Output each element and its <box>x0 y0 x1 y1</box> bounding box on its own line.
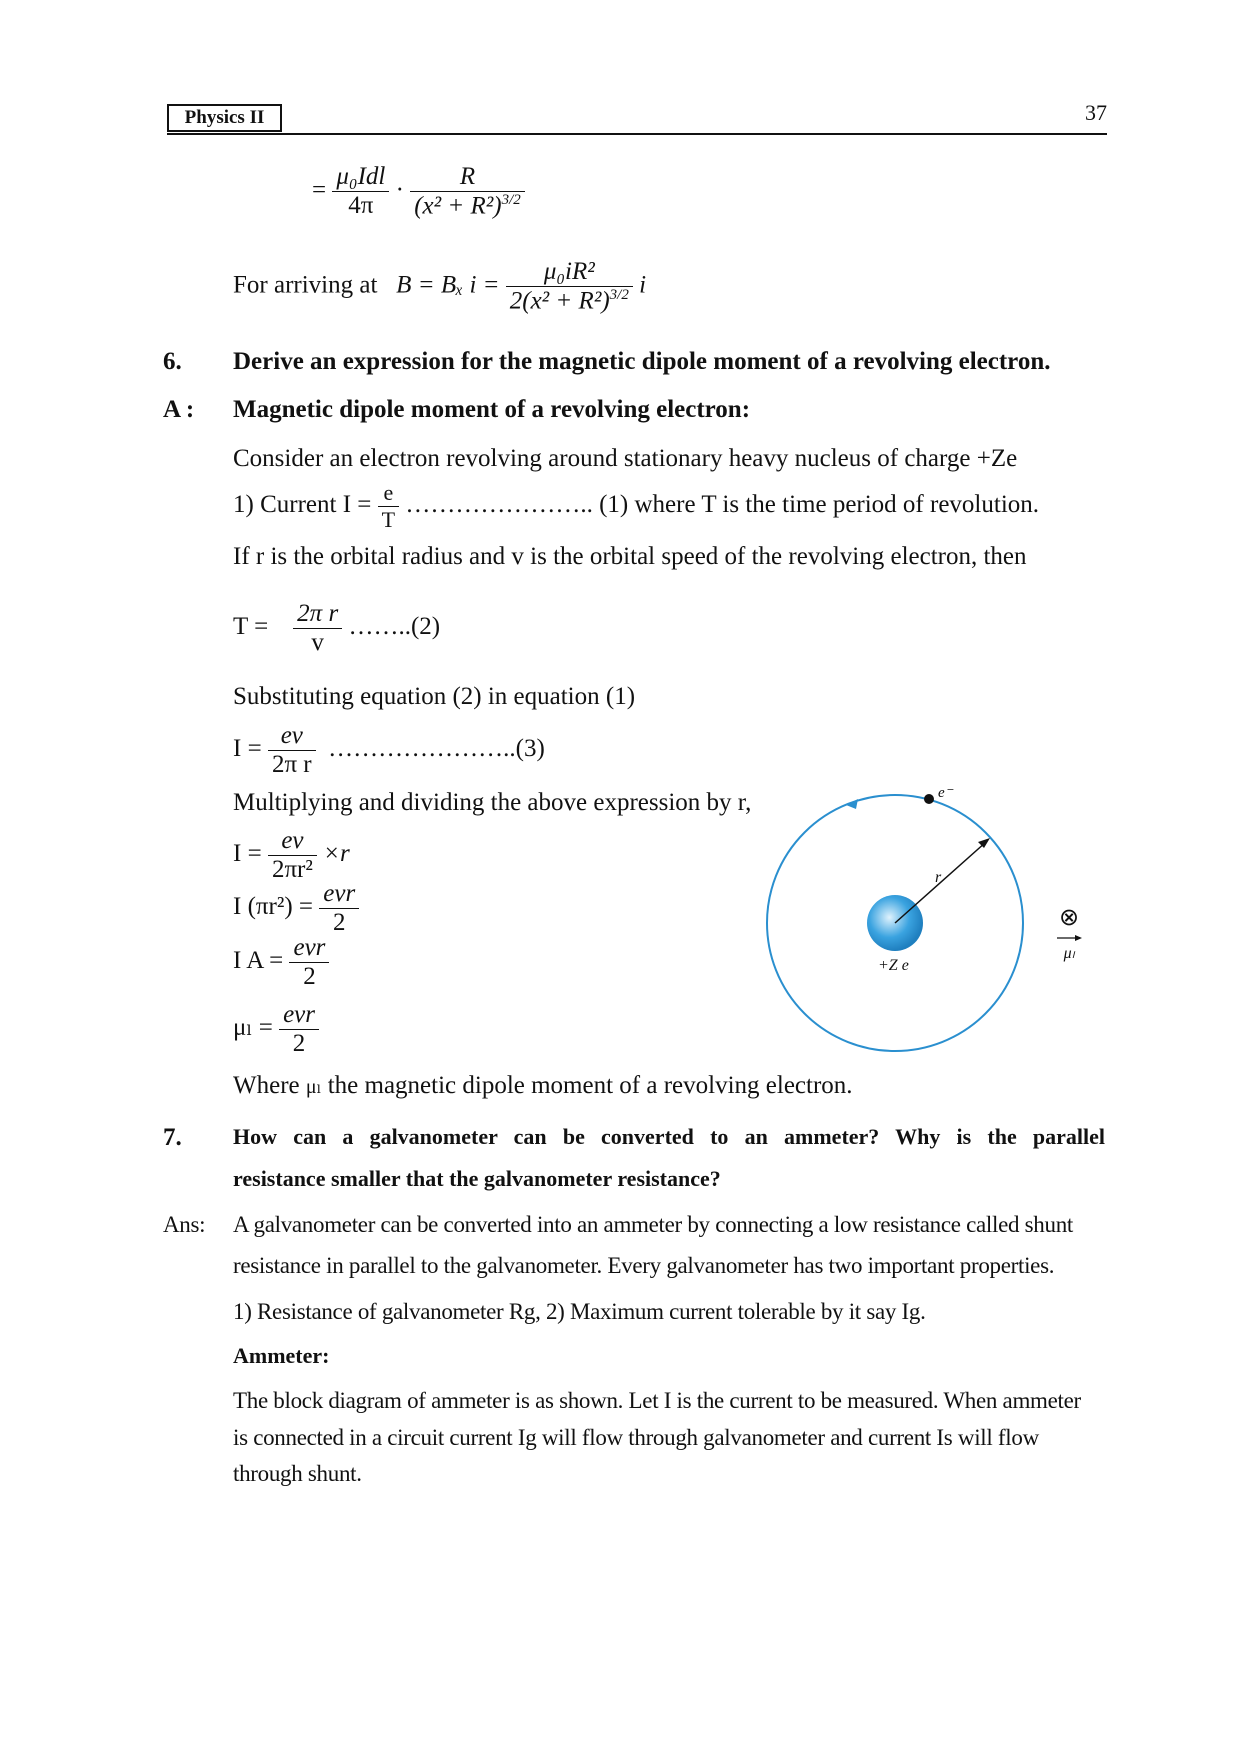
a6-I6-eq <box>233 934 329 991</box>
a6-I3-frac <box>268 722 316 779</box>
a6-current-prefix: 1) Current I = <box>233 491 372 519</box>
a6-where-prefix: Where <box>233 1072 300 1099</box>
eq-top-num2: R <box>459 163 476 190</box>
a6-current-line <box>233 480 1039 533</box>
page-number: 37 <box>1085 100 1107 125</box>
electron-dot <box>924 794 934 804</box>
eq-top-num1: μ₀Idl <box>336 163 386 191</box>
a6-T-num: 2π r <box>297 600 339 627</box>
nucleus-label: +Z e <box>878 957 909 974</box>
a6-I3-lhs: I = <box>233 735 262 763</box>
a6-I3-den: 2π r <box>268 750 316 779</box>
eq-top-den1: 4π <box>332 191 389 220</box>
a6-current-suffix: ………………….. (1) where T is the time period of revolution. <box>405 491 1040 519</box>
a7-para1: The block diagram of ammeter is as shown. Let I is the current to be measured. When ammeter <box>233 1388 1081 1413</box>
a6-I5-den: 2 <box>319 908 359 937</box>
a6-where-line <box>233 1072 853 1100</box>
a6-current-num: e <box>383 480 394 505</box>
header-title: Physics II <box>167 104 282 132</box>
electron-orbit-diagram <box>760 780 1090 1070</box>
a6-I5-frac <box>319 880 359 937</box>
a7-label: Ans: <box>163 1212 206 1237</box>
a6-heading: Magnetic dipole moment of a revolving electron: <box>233 396 751 423</box>
a6-I5-eq <box>233 880 359 937</box>
a6-mu-frac <box>279 1001 319 1058</box>
a6-I4-lhs: I = <box>233 840 262 868</box>
q7-line1: How can a galvanometer can be converted to an ammeter? Why is the parallel <box>233 1124 1105 1149</box>
a6-T-eq <box>233 600 440 657</box>
a6-I4-suffix: ×r <box>323 840 350 868</box>
q6-number: 6. <box>163 348 182 375</box>
a6-I4-den: 2πr² <box>268 855 317 884</box>
into-page-icon: ⊗ <box>1058 903 1080 931</box>
a6-where-suffix: the magnetic dipole moment of a revolving electron. <box>327 1072 853 1099</box>
a6-T-lhs: T = <box>233 613 269 641</box>
a6-T-suffix: ……..(2) <box>348 613 441 641</box>
arriving-num: μ₀iR² <box>543 258 595 285</box>
header-rule <box>167 133 1107 135</box>
arriving-line <box>233 258 646 315</box>
arriving-tail: i <box>639 271 647 299</box>
mu-vector-arrowhead <box>1075 935 1082 941</box>
a7-line1: A galvanometer can be converted into an ammeter by connecting a low resistance called shunt <box>233 1212 1073 1237</box>
electron-label: e⁻ <box>938 785 953 801</box>
a7-line2: resistance in parallel to the galvanometer. Every galvanometer has two important properties. <box>233 1253 1055 1278</box>
q6-text: Derive an expression for the magnetic dipole moment of a revolving electron. <box>233 348 1051 375</box>
a6-current-frac <box>378 480 399 533</box>
a7-ammeter-heading: Ammeter: <box>233 1343 330 1368</box>
eq-top-frac2 <box>410 163 525 220</box>
a6-mu-den: 2 <box>279 1029 319 1058</box>
eq-top-lhs: = <box>312 176 327 204</box>
a6-I4-eq <box>233 827 350 884</box>
eq-top-dot: · <box>395 176 404 204</box>
arriving-den-exp: 3/2 <box>609 287 629 303</box>
a6-I5-num: evr <box>323 880 356 907</box>
eq-top-den2: (x² + R²) <box>414 192 502 220</box>
a6-I3-num: ev <box>280 722 303 749</box>
a7-para3: through shunt. <box>233 1461 362 1486</box>
a6-I5-lhs: I (πr²) = <box>233 893 314 921</box>
a6-substituting: Substituting equation (2) in equation (1) <box>233 683 636 710</box>
arriving-expr: B = Bₓ i = <box>396 271 500 299</box>
a7-line3: 1) Resistance of galvanometer Rg, 2) Maximum current tolerable by it say Ig. <box>233 1299 926 1324</box>
a6-T-frac <box>293 600 342 657</box>
a6-mu-num: evr <box>283 1001 315 1028</box>
a6-T-den: v <box>293 628 342 657</box>
equation-top <box>312 163 525 220</box>
a6-I3-suffix: …………………..(3) <box>328 735 545 763</box>
arriving-label: For arriving at <box>233 271 378 299</box>
a6-I6-frac <box>289 934 329 991</box>
q7-line2: resistance smaller that the galvanometer resistance? <box>233 1166 721 1191</box>
a6-multiplying: Multiplying and dividing the above expression by r, <box>233 789 752 816</box>
a6-I4-frac <box>268 827 317 884</box>
a6-I4-num: ev <box>281 827 304 854</box>
mu-label: μₗ <box>1063 945 1075 962</box>
a6-mu-lhs: μₗ = <box>233 1014 273 1042</box>
a6-I6-den: 2 <box>289 962 329 991</box>
arriving-frac <box>506 258 633 315</box>
arriving-den: 2(x² + R²) <box>509 287 610 315</box>
a6-I3-eq <box>233 722 545 779</box>
a6-I6-num: evr <box>293 934 326 961</box>
a6-label: A : <box>163 396 195 423</box>
eq-top-den2-exp: 3/2 <box>501 192 521 208</box>
a6-if-r: If r is the orbital radius and v is the orbital speed of the revolving electron, then <box>233 543 1027 570</box>
eq-top-frac1 <box>332 163 389 220</box>
a6-mu-eq <box>233 1001 319 1058</box>
a6-consider: Consider an electron revolving around stationary heavy nucleus of charge +Ze <box>233 445 1018 472</box>
a6-I6-lhs: I A = <box>233 947 284 975</box>
radius-label: r <box>935 869 942 886</box>
a6-where-sym: μₗ <box>305 1076 322 1098</box>
q7-number: 7. <box>163 1124 182 1151</box>
radius-arrowhead <box>978 838 990 848</box>
a6-current-den: T <box>378 506 399 533</box>
a7-para2: is connected in a circuit current Ig will flow through galvanometer and current Is will flow <box>233 1425 1039 1450</box>
